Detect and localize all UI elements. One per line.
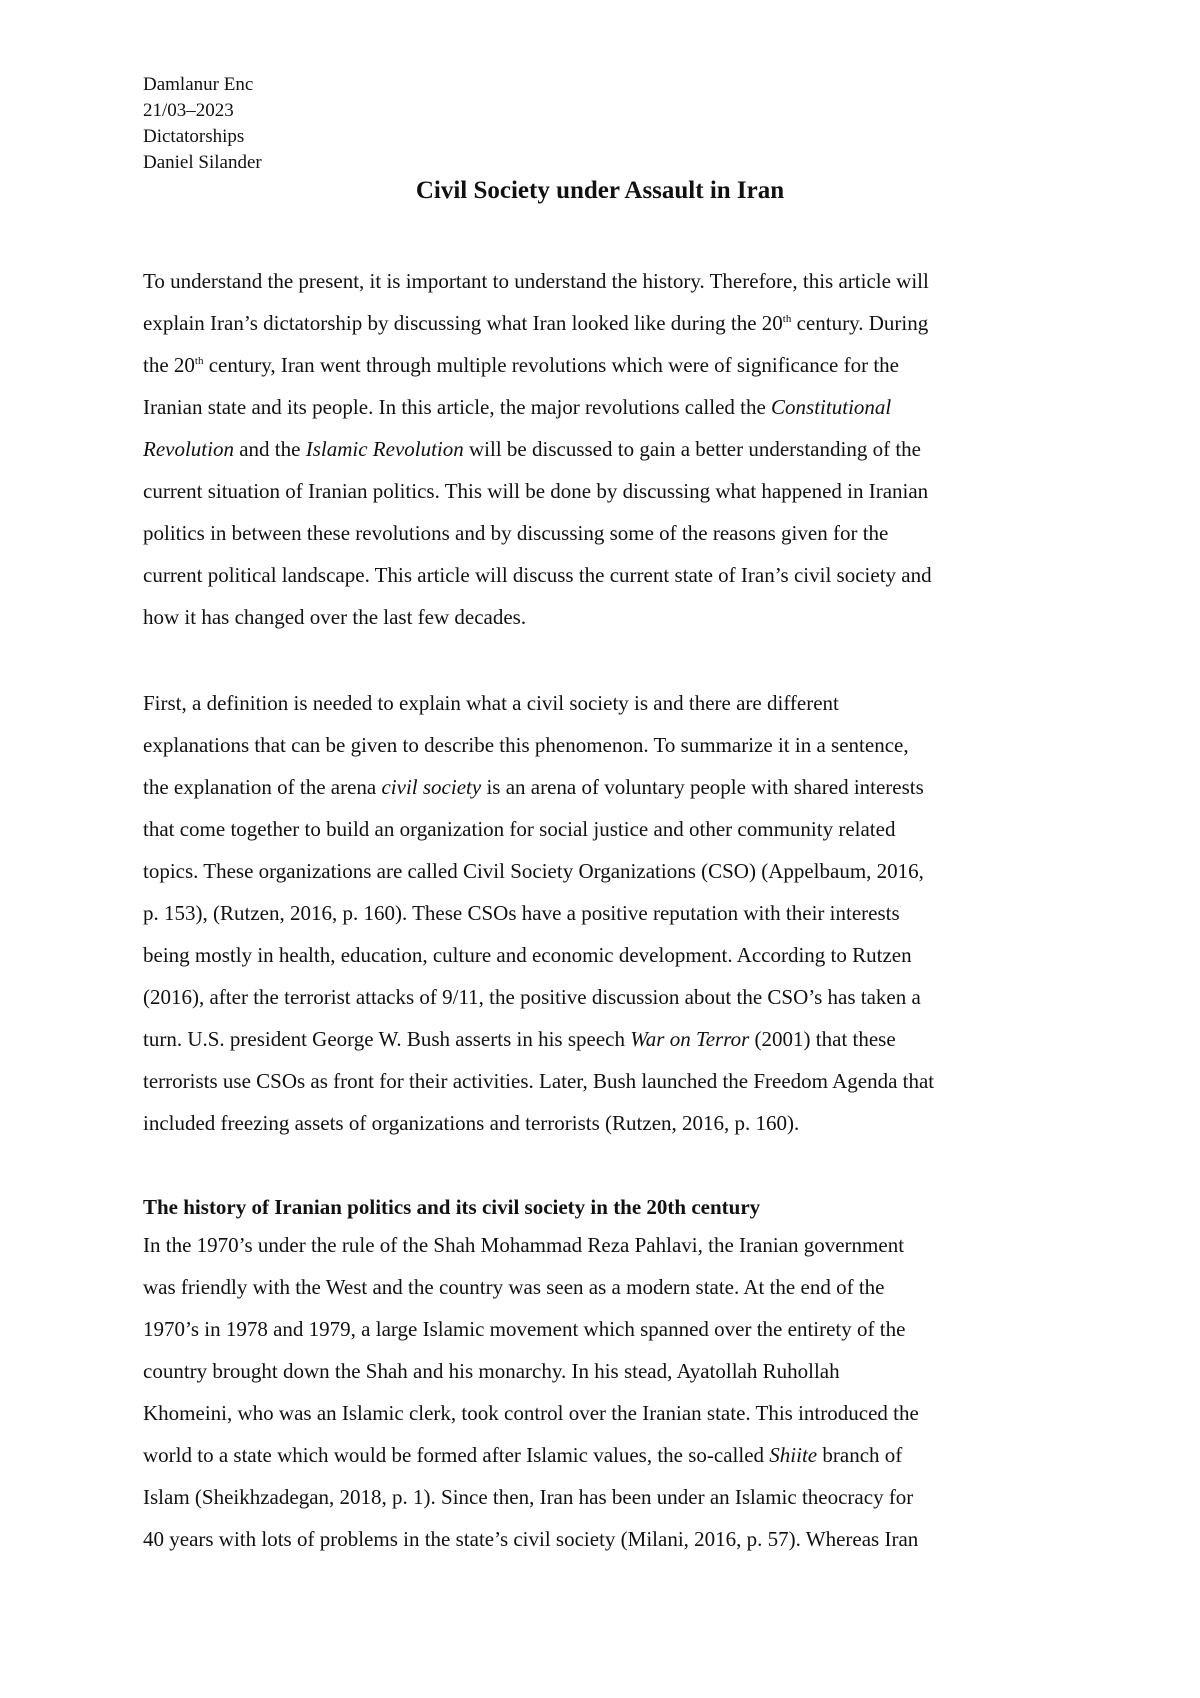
text-line: terrorists use CSOs as front for their activities. Later, Bush launched the Freedom Agenda that <box>143 1069 935 1093</box>
text-line: that come together to build an organization for social justice and other community related <box>143 817 896 841</box>
text-line: current political landscape. This article will discuss the current state of Iran’s civil society and <box>143 563 932 587</box>
author-name: Damlanur Enc <box>143 74 254 95</box>
text-line: 40 years with lots of problems in the state’s civil society (Milani, 2016, p. 57). Whereas Iran <box>143 1527 919 1551</box>
text-line: turn. U.S. president George W. Bush asserts in his speech War on Terror (2001) that these <box>143 1027 896 1051</box>
header-block <box>143 72 262 176</box>
document-title: Civil Society under Assault in Iran <box>415 177 785 204</box>
text-line: (2016), after the terrorist attacks of 9/11, the positive discussion about the CSO’s has taken a <box>143 985 921 1009</box>
text-line: being mostly in health, education, culture and economic development. According to Rutzen <box>143 943 912 967</box>
text-line: topics. These organizations are called Civil Society Organizations (CSO) (Appelbaum, 2016, <box>143 859 924 883</box>
text-line: how it has changed over the last few decades. <box>143 605 527 629</box>
text-line: explanations that can be given to describe this phenomenon. To summarize it in a sentence, <box>143 733 909 757</box>
text-line: Khomeini, who was an Islamic clerk, took control over the Iranian state. This introduced the <box>143 1401 919 1425</box>
text-line: p. 153), (Rutzen, 2016, p. 160). These CSOs have a positive reputation with their interests <box>143 901 900 925</box>
section-heading: The history of Iranian politics and its civil society in the 20th century <box>143 1195 761 1219</box>
text-line: 1970’s in 1978 and 1979, a large Islamic movement which spanned over the entirety of the <box>143 1317 906 1341</box>
text-line: Islam (Sheikhzadegan, 2018, p. 1). Since then, Iran has been under an Islamic theocracy for <box>143 1485 914 1509</box>
text-line: the 20th century, Iran went through multiple revolutions which were of significance for the <box>143 353 899 377</box>
text-line: Iranian state and its people. In this article, the major revolutions called the Constitutional <box>143 395 892 419</box>
paragraph-history <box>143 1224 1083 1560</box>
text-line: world to a state which would be formed after Islamic values, the so-called Shiite branch of <box>143 1443 903 1467</box>
text-line: To understand the present, it is important to understand the history. Therefore, this article will <box>143 269 929 293</box>
text-line: included freezing assets of organizations and terrorists (Rutzen, 2016, p. 160). <box>143 1111 800 1135</box>
paragraph-intro <box>143 260 1083 638</box>
teacher-name: Daniel Silander <box>143 152 262 173</box>
text-line: current situation of Iranian politics. This will be done by discussing what happened in Iranian <box>143 479 929 503</box>
date: 21/03–2023 <box>143 100 234 121</box>
text-line: the explanation of the arena civil society is an arena of voluntary people with shared interests <box>143 775 924 799</box>
text-line: explain Iran’s dictatorship by discussing what Iran looked like during the 20th century. During <box>143 311 929 335</box>
text-line: First, a definition is needed to explain what a civil society is and there are different <box>143 691 839 715</box>
paragraph-definition <box>143 682 1083 1144</box>
text-line: was friendly with the West and the country was seen as a modern state. At the end of the <box>143 1275 885 1299</box>
text-line: In the 1970’s under the rule of the Shah Mohammad Reza Pahlavi, the Iranian government <box>143 1233 905 1257</box>
course-name: Dictatorships <box>143 126 245 147</box>
text-line: Revolution and the Islamic Revolution will be discussed to gain a better understanding of the <box>143 437 921 461</box>
text-line: politics in between these revolutions and by discussing some of the reasons given for the <box>143 521 889 545</box>
text-line: country brought down the Shah and his monarchy. In his stead, Ayatollah Ruhollah <box>143 1359 840 1383</box>
